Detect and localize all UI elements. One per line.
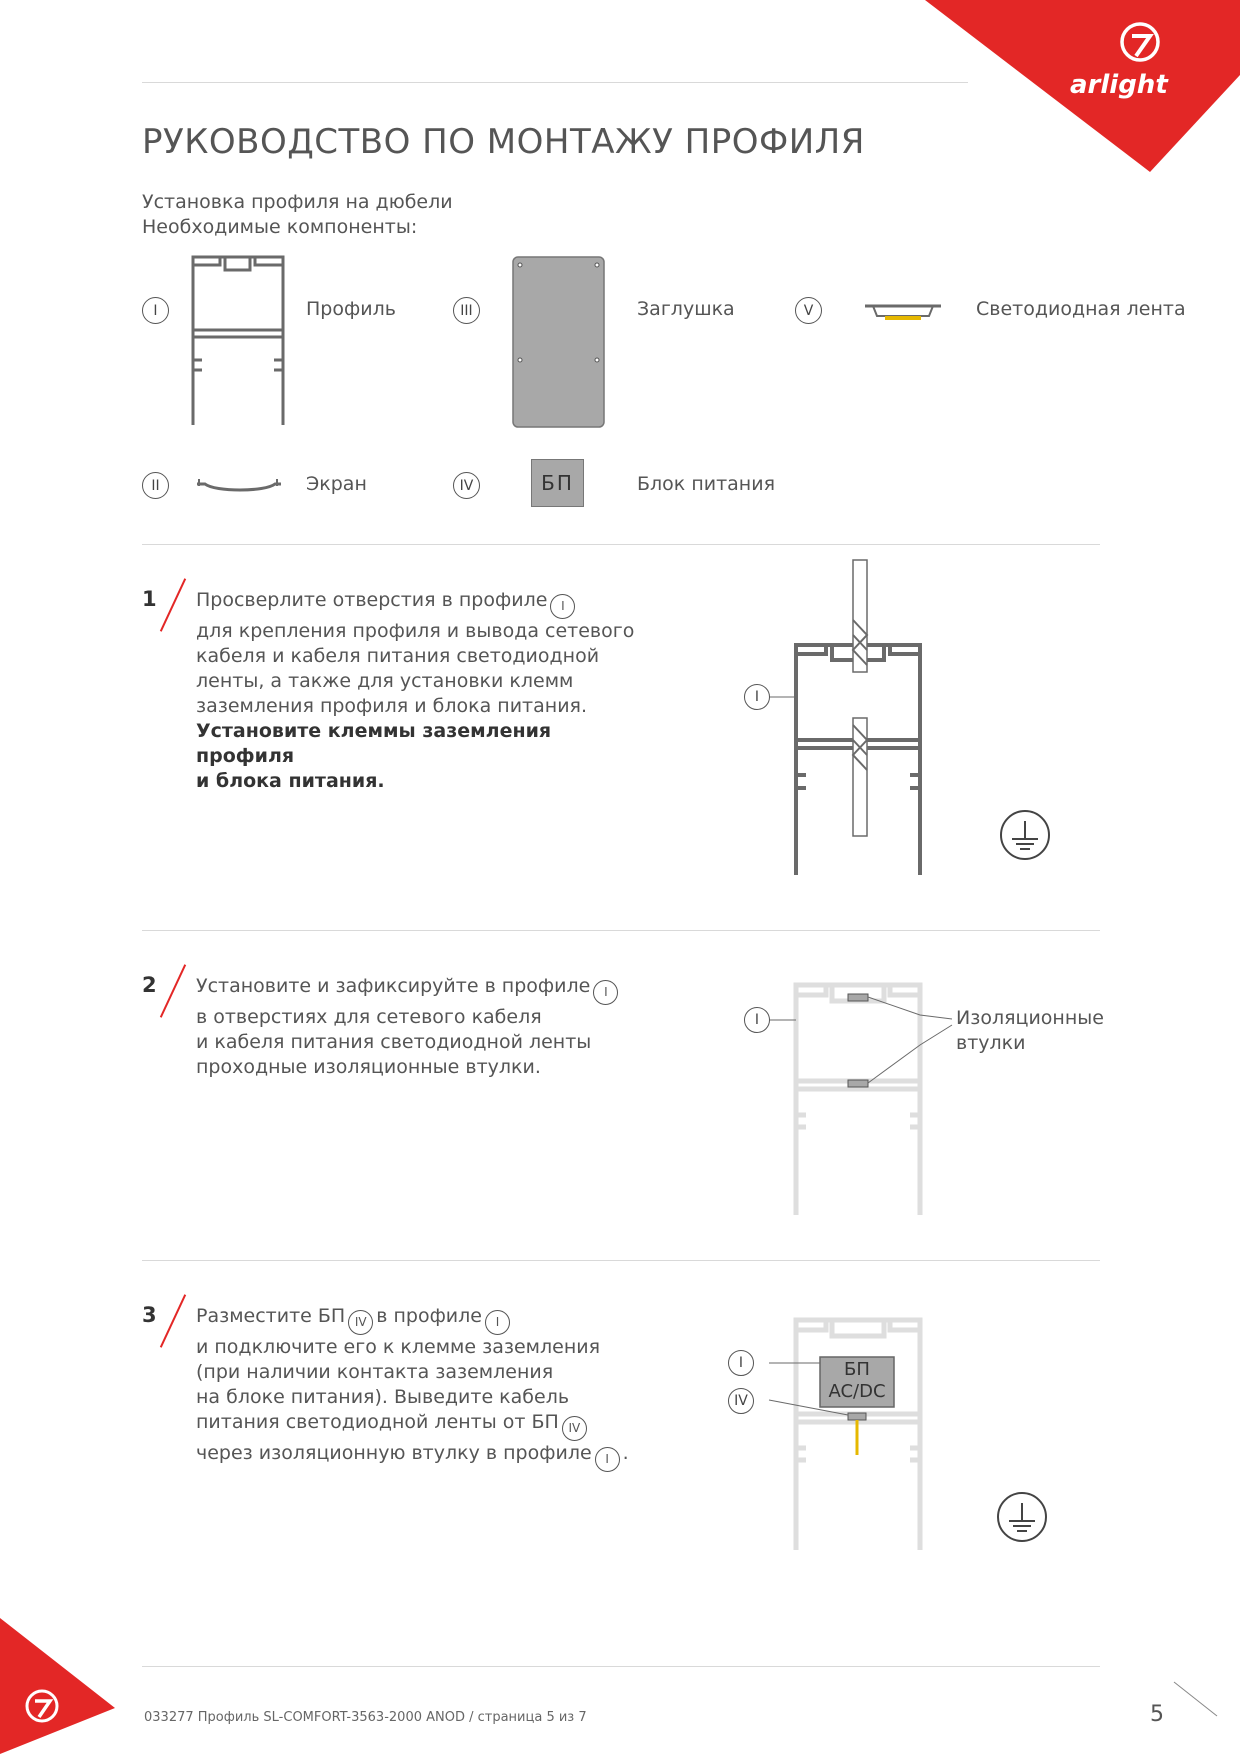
step-2-callout: Изоляционные втулки (956, 1007, 1104, 1054)
led-strip-icon (863, 302, 943, 332)
numeral-I: I (142, 297, 169, 324)
page-corner-line (1172, 1680, 1222, 1720)
component-label-screen: Экран (306, 473, 367, 495)
step-2-number: 2 (142, 973, 157, 997)
step-1-diagram-numeral: I (744, 684, 770, 710)
step-1-number: 1 (142, 587, 157, 611)
step-3-diagram-numeral-IV: IV (728, 1388, 754, 1414)
ground-icon-2 (998, 1493, 1046, 1541)
step-3-ref-numeral-2: I (485, 1310, 510, 1335)
end-cap-icon (511, 255, 606, 430)
step-3-text: Разместите БП IV в профиле I и подключите его к клемме заземления (при наличии контакта заземления на блоке питания). Выведите кабель питания светодиодной ленты от БП IV через изоляционную втулку в профиле I . (196, 1304, 676, 1472)
intro-text (142, 190, 453, 240)
step-3-diagram-numeral-I: I (728, 1350, 754, 1376)
step-1-text: Просверлите отверстия в профиле I для крепления профиля и вывода сетевого кабеля и кабеля питания светодиодной ленты, а также для установки клемм заземления профиля и блока питания. Установите клеммы заземления профиля и блока питания. (196, 589, 635, 792)
ground-icon (1001, 811, 1049, 859)
step-2-diagram (740, 975, 980, 1215)
intro-line-1: Установка профиля на дюбели (142, 191, 453, 213)
component-label-led-strip: Светодиодная лента (976, 298, 1186, 320)
step-3-ref-numeral-1: IV (348, 1310, 373, 1335)
numeral-III: III (453, 297, 480, 324)
profile-icon (190, 255, 290, 425)
page-title: РУКОВОДСТВО ПО МОНТАЖУ ПРОФИЛЯ (142, 122, 865, 162)
step-3-ref-numeral-3: IV (562, 1416, 587, 1441)
step-1-ref-numeral: I (550, 594, 575, 619)
step-2-text: Установите и зафиксируйте в профиле I в отверстиях для сетевого кабеля и кабеля питания светодиодной ленты проходные изоляционные втулки. (196, 974, 636, 1080)
component-label-profile: Профиль (306, 298, 396, 320)
intro-line-2: Необходимые компоненты: (142, 216, 418, 238)
step-2-slash (160, 964, 186, 1017)
step-3-number: 3 (142, 1303, 157, 1327)
top-divider (142, 82, 968, 83)
power-supply-box (531, 459, 584, 507)
step-3-ref-numeral-4: I (595, 1447, 620, 1472)
footer-text: 033277 Профиль SL-COMFORT-3563-2000 ANOD / страница 5 из 7 (144, 1710, 587, 1725)
brand-logo-text: arlight (1070, 70, 1168, 100)
power-supply-box-text: БП (541, 471, 574, 495)
step-2-diagram-numeral: I (744, 1007, 770, 1033)
step-1-diagram (740, 560, 1060, 870)
step-3-diagram (740, 1310, 1060, 1550)
components-divider (142, 544, 1100, 545)
step-1-slash (160, 578, 186, 631)
step-3-slash (160, 1294, 186, 1347)
bottom-corner-banner (0, 1600, 130, 1760)
page-number: 5 (1150, 1702, 1164, 1727)
step-3-power-supply-label: БП AC/DC (828, 1359, 886, 1402)
component-label-power-supply: Блок питания (637, 473, 776, 495)
step-2-divider (142, 1260, 1100, 1261)
footer-divider (142, 1666, 1100, 1667)
screen-icon (195, 476, 285, 496)
numeral-II: II (142, 472, 169, 499)
numeral-IV: IV (453, 472, 480, 499)
component-label-end-cap: Заглушка (637, 298, 735, 320)
numeral-V: V (795, 297, 822, 324)
step-1-divider (142, 930, 1100, 931)
step-2-ref-numeral: I (593, 980, 618, 1005)
